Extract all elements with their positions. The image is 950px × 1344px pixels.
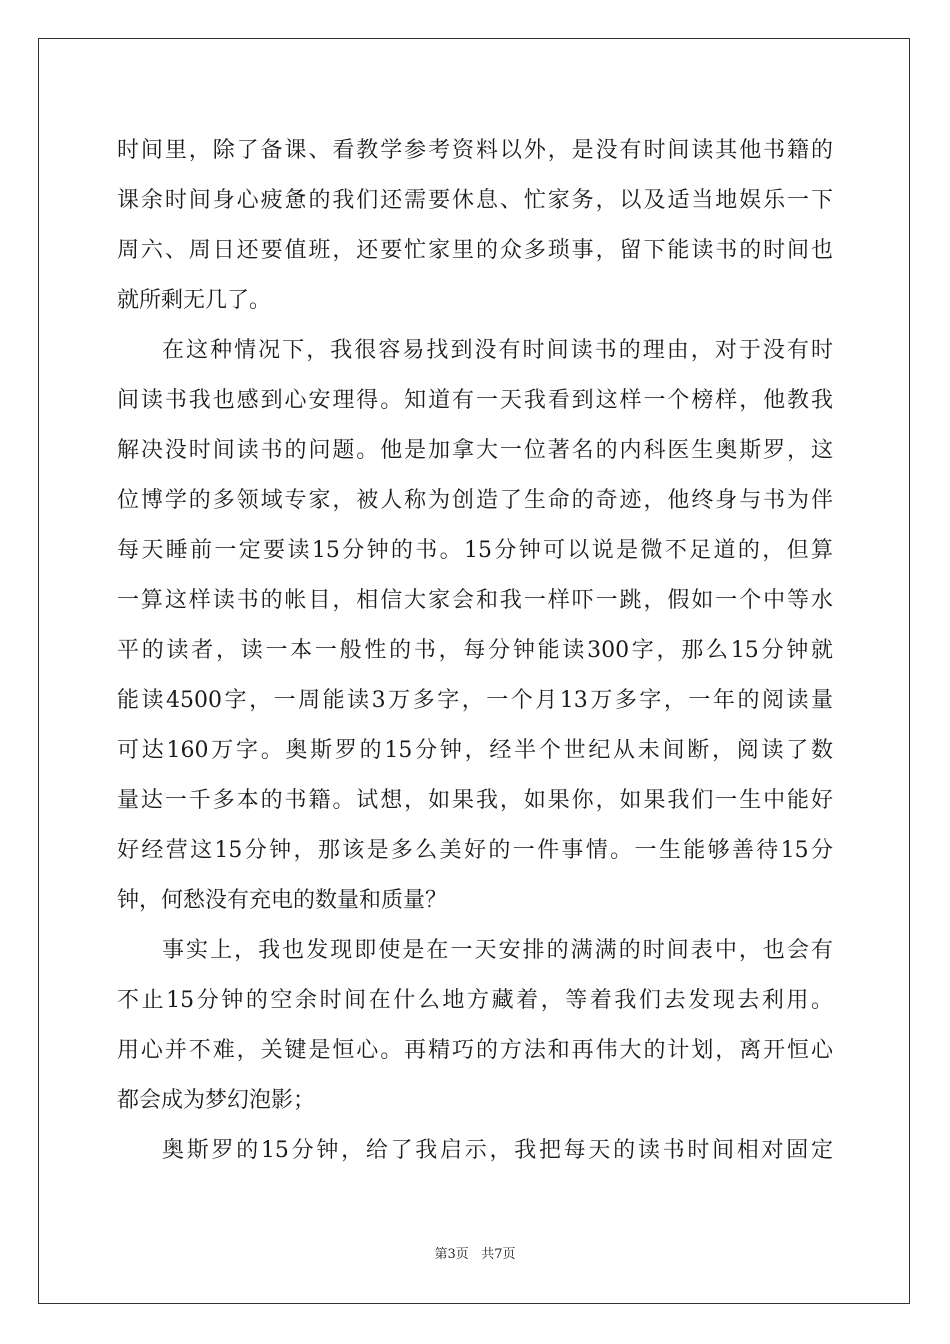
paragraph-first-line: 在这种情况下，我很容易找到没有时间读书的理由，对于没有时 (162, 338, 833, 363)
page-footer (0, 1246, 950, 1264)
text-line: 钟，何愁没有充电的数量和质量？ (117, 888, 448, 913)
page-total: 共7页 (481, 1247, 516, 1262)
text-line: 能读4500字，一周能读3万多字，一个月13万多字，一年的阅读量 (117, 688, 833, 713)
text-line: 课余时间身心疲惫的我们还需要休息、忙家务，以及适当地娱乐一下 (117, 188, 833, 213)
text-line: 间读书我也感到心安理得。知道有一天我看到这样一个榜样，他教我 (117, 388, 833, 413)
text-line: 每天睡前一定要读15分钟的书。15分钟可以说是微不足道的，但算 (117, 538, 833, 563)
text-line: 一算这样读书的帐目，相信大家会和我一样吓一跳，假如一个中等水 (117, 588, 833, 613)
text-line: 周六、周日还要值班，还要忙家里的众多琐事，留下能读书的时间也 (117, 238, 833, 263)
paragraph-first-line: 奥斯罗的15分钟，给了我启示，我把每天的读书时间相对固定 (162, 1138, 833, 1163)
text-line: 解决没时间读书的问题。他是加拿大一位著名的内科医生奥斯罗，这 (117, 438, 833, 463)
text-line: 不止15分钟的空余时间在什么地方藏着，等着我们去发现去利用。 (117, 988, 833, 1013)
paragraph-first-line: 事实上，我也发现即使是在一天安排的满满的时间表中，也会有 (162, 938, 833, 963)
text-line: 就所剩无几了。 (117, 288, 272, 313)
text-line: 可达160万字。奥斯罗的15分钟，经半个世纪从未间断，阅读了数 (117, 738, 833, 763)
page-number: 第3页 (434, 1247, 469, 1262)
text-line: 平的读者，读一本一般性的书，每分钟能读300字，那么15分钟就 (117, 638, 833, 663)
text-line: 好经营这15分钟，那该是多么美好的一件事情。一生能够善待15分 (117, 838, 833, 863)
text-line: 都会成为梦幻泡影； (117, 1088, 316, 1113)
text-line: 时间里，除了备课、看教学参考资料以外，是没有时间读其他书籍的 (117, 138, 833, 163)
text-line: 位博学的多领域专家，被人称为创造了生命的奇迹，他终身与书为伴 (117, 488, 833, 513)
text-line: 量达一千多本的书籍。试想，如果我，如果你，如果我们一生中能好 (117, 788, 833, 813)
text-line: 用心并不难，关键是恒心。再精巧的方法和再伟大的计划，离开恒心 (117, 1038, 833, 1063)
